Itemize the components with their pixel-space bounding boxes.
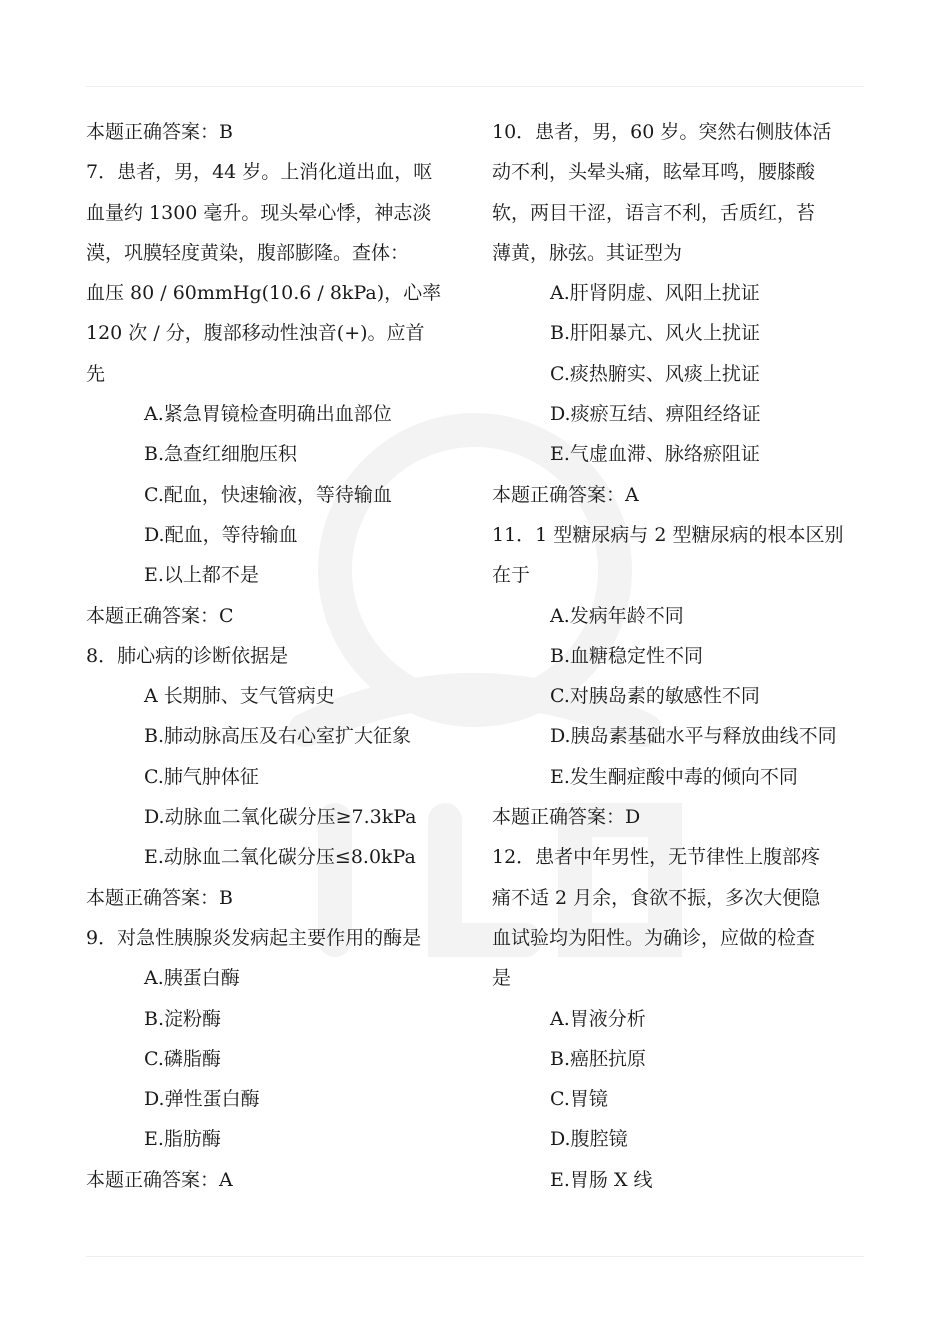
question-text-line: 薄黄，脉弦。其证型为: [492, 241, 683, 264]
question-text-line: 先: [86, 362, 106, 385]
answer-option: E.发生酮症酸中毒的倾向不同: [550, 765, 798, 788]
answer-option: D.弹性蛋白酶: [144, 1088, 260, 1111]
answer-option: D.痰瘀互结、痹阻经络证: [550, 403, 761, 426]
question-text-line: 血试验均为阳性。为确诊，应做的检查: [492, 926, 816, 949]
correct-answer-line: 本题正确答案：B: [86, 121, 233, 143]
answer-option: A.肝肾阴虚、风阳上扰证: [550, 282, 760, 305]
answer-option: B.淀粉酶: [144, 1007, 222, 1030]
header-divider: [86, 86, 864, 87]
question-text-line: 漠，巩膜轻度黄染，腹部膨隆。查体：: [86, 241, 410, 264]
answer-option: B.肝阳暴亢、风火上扰证: [550, 322, 761, 345]
correct-answer-line: 本题正确答案：A: [492, 483, 639, 506]
answer-option: A.胃液分析: [550, 1007, 646, 1030]
answer-option: E.气虚血滞、脉络瘀阻证: [550, 443, 760, 466]
question-text-line: 9．对急性胰腺炎发病起主要作用的酶是: [86, 926, 422, 949]
answer-option: E.胃肠 X 线: [550, 1168, 653, 1191]
answer-option: C.配血，快速输液，等待输血: [144, 483, 392, 506]
answer-option: C.磷脂酶: [144, 1047, 221, 1070]
answer-option: C.痰热腑实、风痰上扰证: [550, 362, 760, 385]
question-text-line: 血压 80 / 60mmHg(10.6 / 8kPa)，心率: [86, 282, 442, 305]
question-text-line: 痛不适 2 月余，食欲不振，多次大便隐: [492, 886, 821, 909]
answer-option: A.发病年龄不同: [550, 604, 684, 627]
answer-option: E.动脉血二氧化碳分压≤8.0kPa: [144, 846, 416, 869]
question-text-line: 在于: [492, 564, 531, 587]
answer-option: B.血糖稳定性不同: [550, 644, 704, 667]
question-text-line: 7．患者，男，44 岁。上消化道出血，呕: [86, 161, 433, 184]
correct-answer-line: 本题正确答案：D: [492, 806, 641, 829]
answer-option: D.配血，等待输血: [144, 523, 298, 546]
answer-option: C.对胰岛素的敏感性不同: [550, 685, 760, 708]
question-text-line: 血量约 1300 毫升。现头晕心悸，神志淡: [86, 201, 432, 224]
answer-option: E.以上都不是: [144, 564, 259, 587]
question-text-line: 120 次 / 分，腹部移动性浊音(+)。应首: [86, 322, 425, 345]
answer-option: A.胰蛋白酶: [144, 967, 240, 990]
question-text-line: 11．1 型糖尿病与 2 型糖尿病的根本区别: [492, 523, 844, 546]
question-text-line: 8．肺心病的诊断依据是: [86, 644, 289, 667]
answer-option: B.癌胚抗原: [550, 1047, 647, 1070]
answer-option: A 长期肺、支气管病史: [144, 685, 335, 708]
right-column: [492, 112, 862, 1200]
question-text-line: 12．患者中年男性，无节律性上腹部疼: [492, 846, 821, 869]
answer-option: B.急查红细胞压积: [144, 443, 298, 466]
correct-answer-line: 本题正确答案：C: [86, 604, 234, 627]
question-text-line: 动不利，头晕头痛，眩晕耳鸣，腰膝酸: [492, 161, 816, 184]
answer-option: A.紧急胃镜检查明确出血部位: [144, 403, 392, 426]
question-text-line: 是: [492, 967, 512, 990]
left-column: [86, 112, 458, 1200]
answer-option: D.胰岛素基础水平与释放曲线不同: [550, 725, 837, 748]
answer-option: D.腹腔镜: [550, 1128, 628, 1151]
answer-option: D.动脉血二氧化碳分压≥7.3kPa: [144, 806, 417, 829]
answer-option: C.肺气肿体征: [144, 765, 259, 788]
footer-divider: [86, 1256, 864, 1257]
answer-option: C.胃镜: [550, 1088, 608, 1111]
correct-answer-line: 本题正确答案：A: [86, 1168, 233, 1191]
question-text-line: 10．患者，男，60 岁。突然右侧肢体活: [492, 121, 832, 143]
answer-option: B.肺动脉高压及右心室扩大征象: [144, 725, 412, 748]
answer-option: E.脂肪酶: [144, 1128, 221, 1151]
question-text-line: 软，两目干涩，语言不利，舌质红，苔: [492, 201, 816, 224]
correct-answer-line: 本题正确答案：B: [86, 886, 233, 909]
